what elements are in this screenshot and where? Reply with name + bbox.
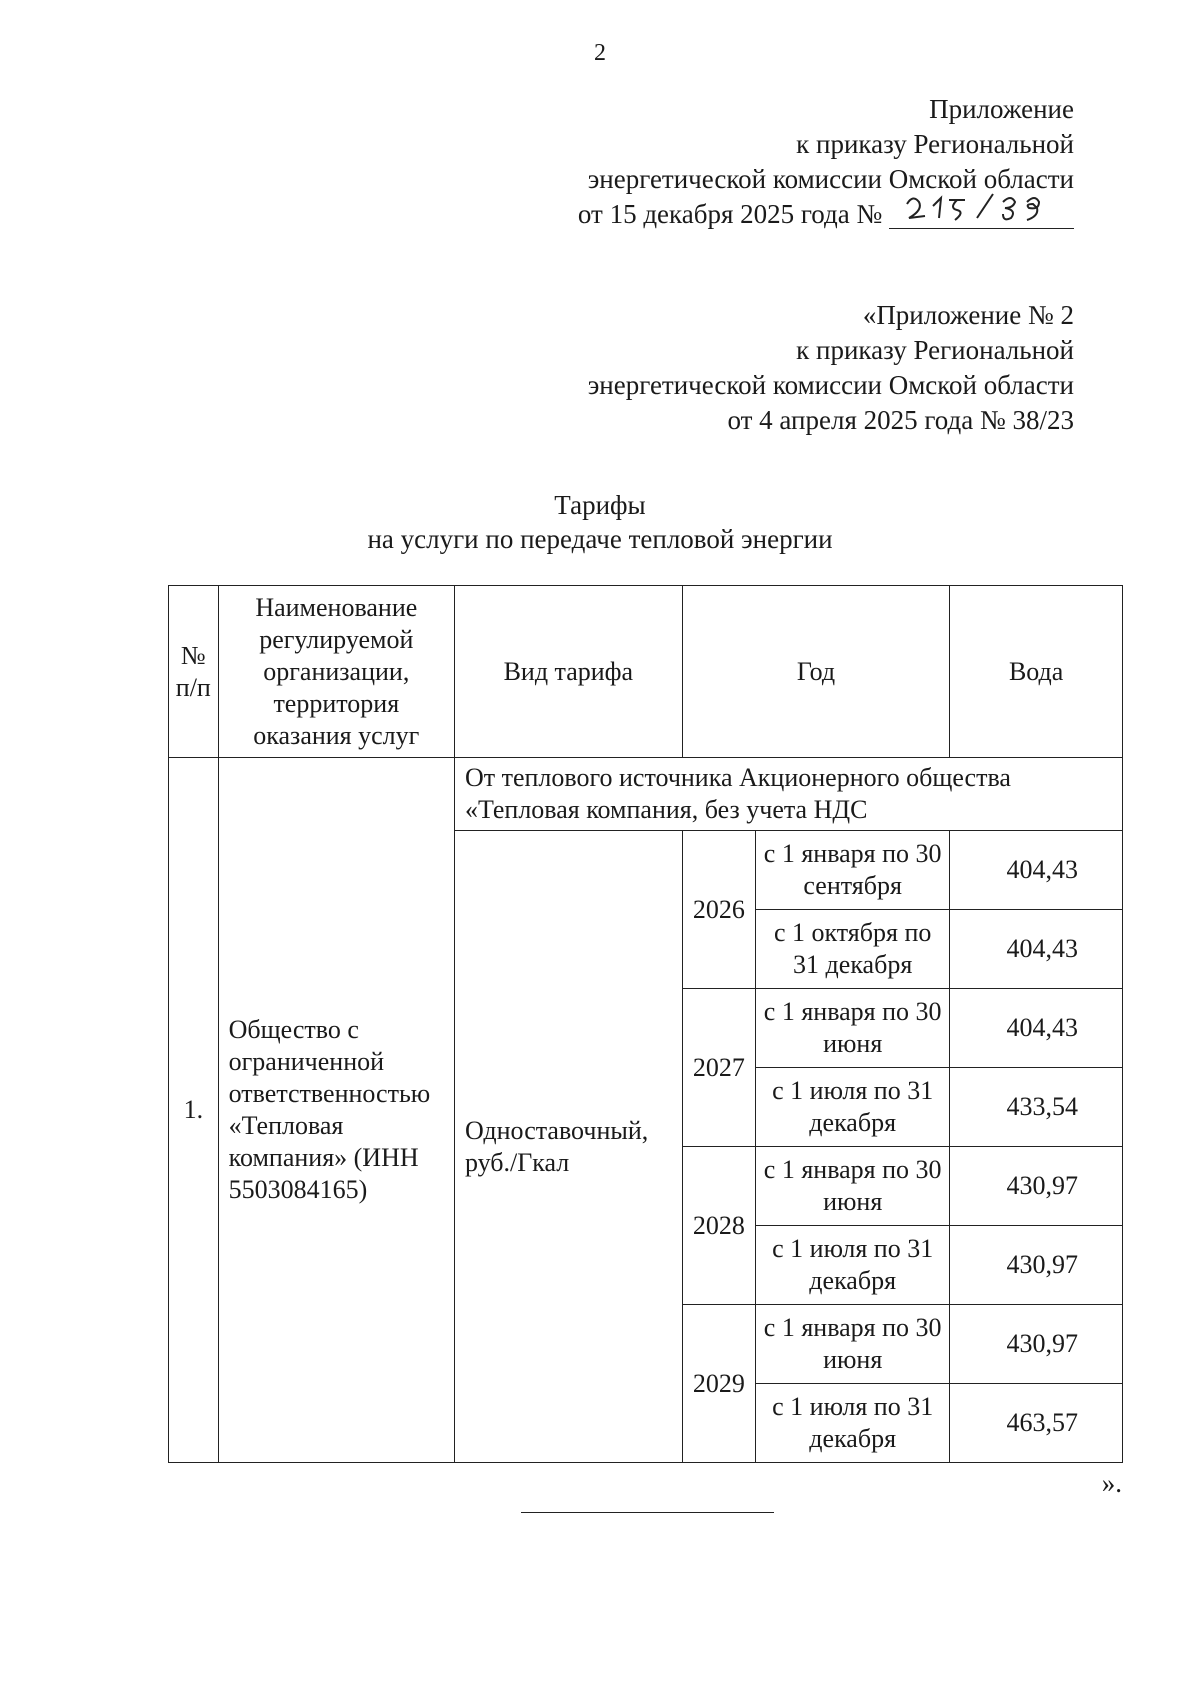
period-cell: с 1 января по 30 июня xyxy=(756,1147,950,1226)
year-cell: 2026 xyxy=(682,831,755,989)
appendix-line-1: Приложение xyxy=(929,94,1074,124)
table-row xyxy=(169,758,1123,831)
original-appendix-line-4: от 4 апреля 2025 года № 38/23 xyxy=(727,405,1074,435)
water-tariff-value: 430,97 xyxy=(950,1147,1123,1226)
appendix-line-4 xyxy=(578,197,1074,232)
row-number: 1. xyxy=(169,758,219,1463)
tariff-type: Одноставочный, руб./Гкал xyxy=(454,831,682,1463)
period-cell: с 1 октября по 31 декабря xyxy=(756,910,950,989)
header-water: Вода xyxy=(950,586,1123,758)
year-cell: 2028 xyxy=(682,1147,755,1305)
handwritten-signature-icon xyxy=(899,192,1059,226)
appendix-line-2: к приказу Региональной xyxy=(796,129,1074,159)
heat-source xyxy=(454,758,1122,831)
period-cell: с 1 января по 30 июня xyxy=(756,1305,950,1384)
document-title xyxy=(0,488,1200,556)
appendix-date: от 15 декабря 2025 года № xyxy=(577,199,883,229)
closing-quote-mark: ». xyxy=(1101,1468,1122,1498)
period-cell: с 1 января по 30 июня xyxy=(756,989,950,1068)
water-tariff-value: 404,43 xyxy=(950,831,1123,910)
appendix-line-3: энергетической комиссии Омской области xyxy=(587,164,1074,194)
water-tariff-value: 404,43 xyxy=(950,910,1123,989)
water-tariff-value: 430,97 xyxy=(950,1226,1123,1305)
heat-source-line-2: «Тепловая компания, без учета НДС xyxy=(464,795,868,824)
original-appendix-header xyxy=(588,298,1074,438)
header-type: Вид тарифа xyxy=(454,586,682,758)
header-num: № п/п xyxy=(169,586,219,758)
water-tariff-value: 463,57 xyxy=(950,1384,1123,1463)
appendix-header xyxy=(578,92,1074,232)
year-cell: 2027 xyxy=(682,989,755,1147)
water-tariff-value: 433,54 xyxy=(950,1068,1123,1147)
tariff-table xyxy=(168,585,1123,1463)
original-appendix-line-1: «Приложение № 2 xyxy=(862,300,1074,330)
heat-source-line-1: От теплового источника Акционерного общества xyxy=(464,763,1011,792)
period-cell: с 1 июля по 31 декабря xyxy=(756,1068,950,1147)
original-appendix-line-3: энергетической комиссии Омской области xyxy=(587,370,1074,400)
organization-name: Общество с ограниченной ответственностью «Тепловая компания» (ИНН 5503084165) xyxy=(218,758,454,1463)
year-cell: 2029 xyxy=(682,1305,755,1463)
page-number: 2 xyxy=(594,40,606,66)
header-org: Наименование регулируемой организации, территория оказания услуг xyxy=(218,586,454,758)
period-cell: с 1 июля по 31 декабря xyxy=(756,1384,950,1463)
original-appendix-line-2: к приказу Региональной xyxy=(796,335,1074,365)
title-line-2: на услуги по передаче тепловой энергии xyxy=(367,524,833,554)
period-cell: с 1 июля по 31 декабря xyxy=(756,1226,950,1305)
title-line-1: Тарифы xyxy=(554,490,646,520)
water-tariff-value: 404,43 xyxy=(950,989,1123,1068)
period-cell: с 1 января по 30 сентября xyxy=(756,831,950,910)
header-year: Год xyxy=(682,586,950,758)
handwritten-order-number xyxy=(889,198,1074,229)
water-tariff-value: 430,97 xyxy=(950,1305,1123,1384)
table-header-row xyxy=(169,586,1123,758)
end-divider xyxy=(521,1512,774,1513)
